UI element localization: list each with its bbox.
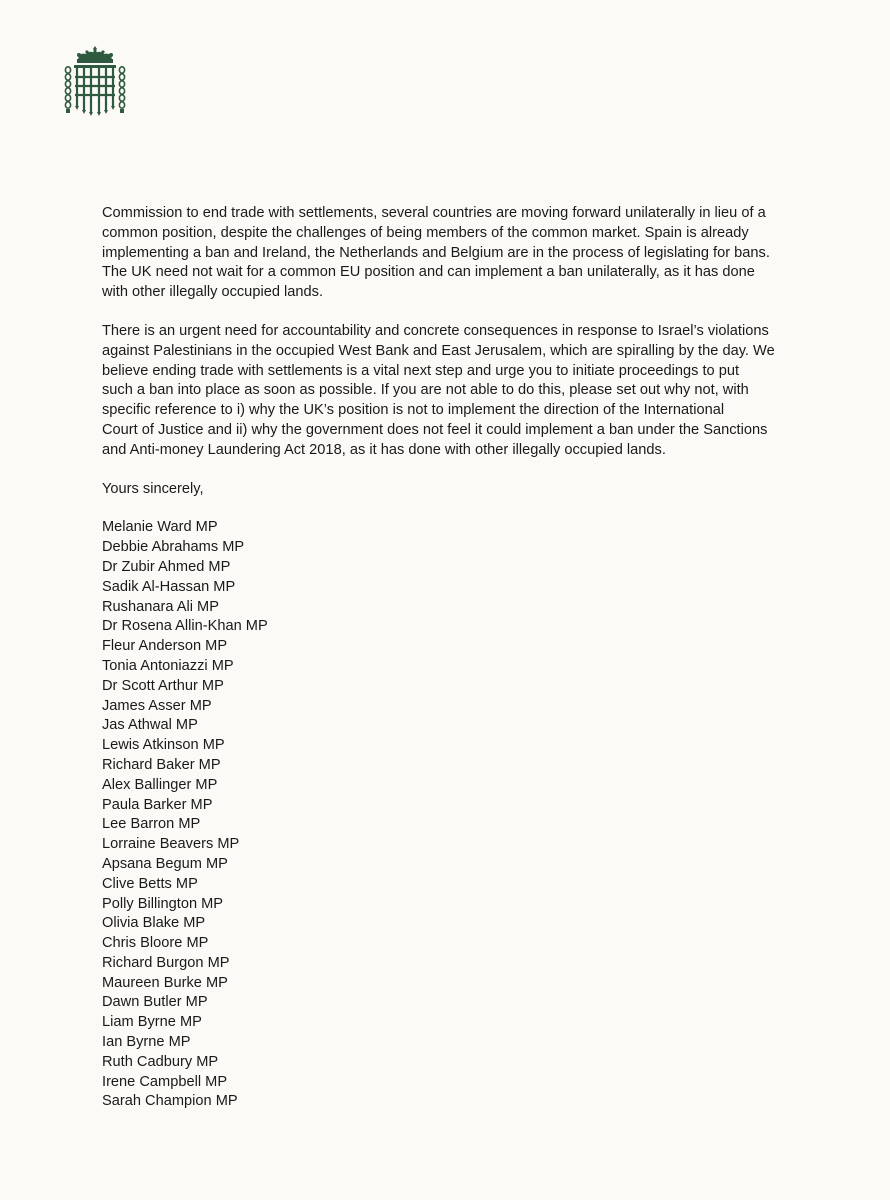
signatory: Jas Athwal MP — [102, 717, 198, 734]
signatory: Richard Baker MP — [102, 756, 221, 773]
signatory: Ruth Cadbury MP — [102, 1053, 219, 1070]
signatory: Melanie Ward MP — [102, 519, 218, 536]
signatory: Richard Burgon MP — [102, 954, 230, 971]
signatory: Sarah Champion MP — [102, 1093, 238, 1110]
closing-salutation: Yours sincerely, — [102, 480, 204, 497]
signatory: Ian Byrne MP — [102, 1034, 191, 1051]
signatory-list — [102, 518, 822, 1112]
signatory: Rushanara Ali MP — [102, 598, 219, 615]
signatory: Liam Byrne MP — [102, 1014, 202, 1031]
signatory: Lewis Atkinson MP — [102, 737, 225, 754]
signatory: Alex Ballinger MP — [102, 776, 218, 793]
signatory: Dr Zubir Ahmed MP — [102, 558, 231, 575]
signatory: Sadik Al-Hassan MP — [102, 578, 236, 595]
signatory: Tonia Antoniazzi MP — [102, 657, 234, 674]
signatory: Debbie Abrahams MP — [102, 539, 245, 556]
paragraph-trade-settlements: Commission to end trade with settlements, several countries are moving forward unilaterally in lieu of a common position, despite the challenges of being members of the common market. Spain is already implementing a ban and Ireland, the Netherlands and Belgium are in the process of legislating for bans. The UK need not wait for a common EU position and can implement a ban unilaterally, as it has done with other illegally occupied lands. — [102, 205, 770, 301]
letter-body — [102, 204, 822, 1112]
signatory: Lee Barron MP — [102, 816, 201, 833]
signatory: Olivia Blake MP — [102, 915, 206, 932]
signatory: Clive Betts MP — [102, 875, 198, 892]
signatory: Maureen Burke MP — [102, 974, 228, 991]
signatory: Irene Campbell MP — [102, 1073, 228, 1090]
paragraph-accountability: There is an urgent need for accountability and concrete consequences in response to Israel’s violations against Palestinians in the occupied West Bank and East Jerusalem, which are spiralling by the day. We believe ending trade with settlements is a vital next step and urge you to initiate proceedings to put such a ban into place as soon as possible. If you are not able to do this, please set out why not, with specific reference to i) why the UK’s position is not to implement the direction of the International Court of Justice and ii) why the government does not feel it could implement a ban under the Sanctions and Anti-money Laundering Act 2018, as it has done with other illegally occupied lands. — [102, 322, 775, 458]
portcullis-crest-icon — [62, 44, 128, 118]
signatory: Dr Rosena Allin-Khan MP — [102, 618, 268, 635]
signatory: Dawn Butler MP — [102, 994, 208, 1011]
signatory: Apsana Begum MP — [102, 855, 228, 872]
signatory: Paula Barker MP — [102, 796, 213, 813]
signatory: Chris Bloore MP — [102, 935, 209, 952]
signatory: James Asser MP — [102, 697, 212, 714]
signatory: Lorraine Beavers MP — [102, 836, 240, 853]
signatory: Polly Billington MP — [102, 895, 224, 912]
signatory: Dr Scott Arthur MP — [102, 677, 224, 694]
signatory: Fleur Anderson MP — [102, 638, 228, 655]
